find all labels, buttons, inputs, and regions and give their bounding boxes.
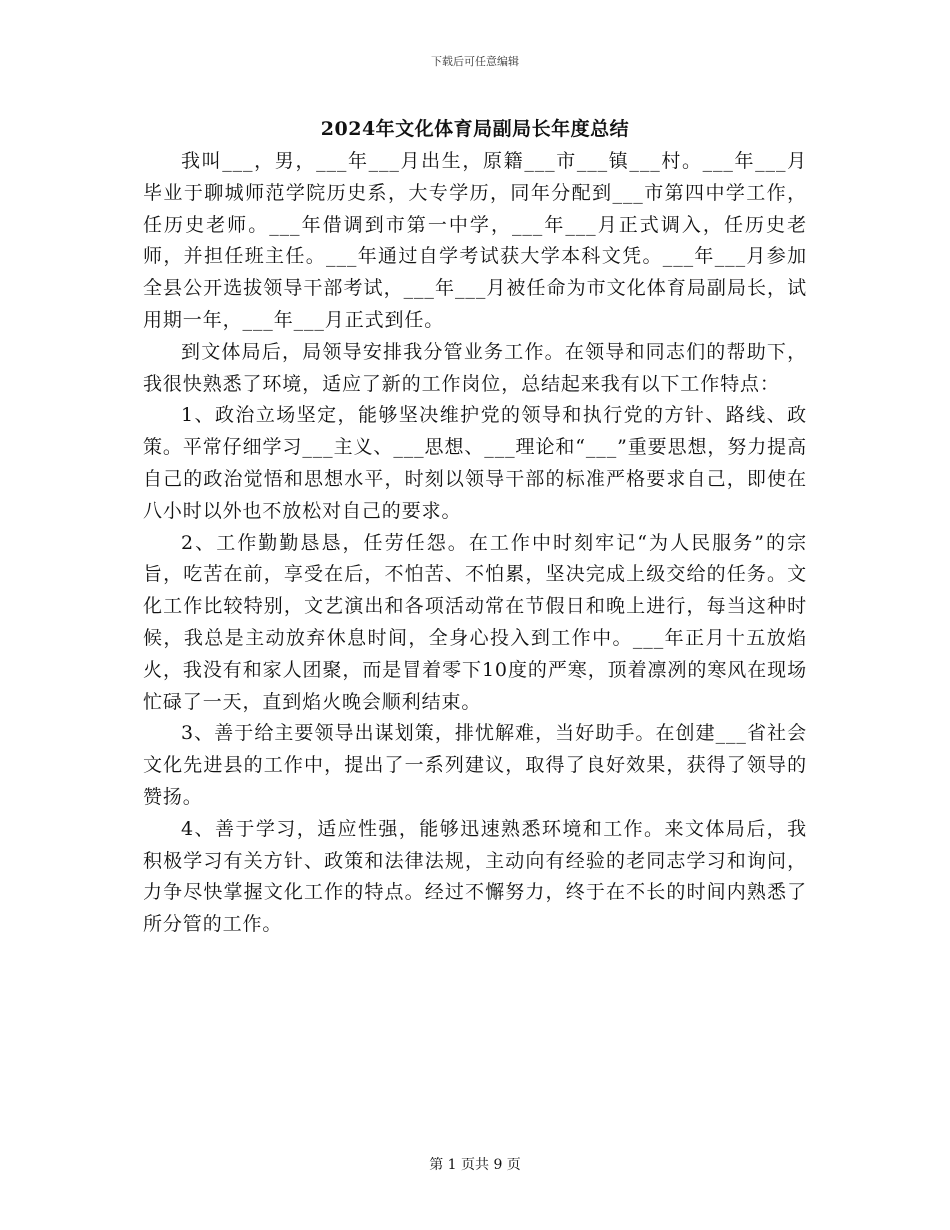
header-note: 下载后可任意编辑	[431, 55, 519, 68]
paragraph-overview: 到文体局后，局领导安排我分管业务工作。在领导和同志们的帮助下，我很快熟悉了环境，适应了新的工作岗位，总结起来我有以下工作特点：	[143, 340, 807, 395]
document-title: 2024年文化体育局副局长年度总结	[320, 118, 630, 140]
paragraph-point-1: 1、政治立场坚定，能够坚决维护党的领导和执行党的方针、路线、政策。平常仔细学习___主义、___思想、___理论和“___”重要思想，努力提高自己的政治觉悟和思想水平，时刻以领导干部的标准严格要求自己，即使在八小时以外也不放松对自己的要求。	[143, 404, 807, 522]
paragraph-point-4: 4、善于学习，适应性强，能够迅速熟悉环境和工作。来文体局后，我积极学习有关方针、政策和法律法规，主动向有经验的老同志学习和询问，力争尽快掌握文化工作的特点。经过不懈努力，终于在不长的时间内熟悉了所分管的工作。	[143, 817, 807, 936]
paragraph-intro: 我叫___，男，___年___月出生，原籍___市___镇___村。___年___月毕业于聊城师范学院历史系，大专学历，同年分配到___市第四中学工作，任历史老师。___年借调到市第一中学，___年___月正式调入，任历史老师，并担任班主任。___年通过自学考试获大学本科文凭。___年___月参加全县公开选拔领导干部考试，___年___月被任命为市文化体育局副局长，试用期一年，___年___月正式到任。	[143, 150, 807, 331]
document-body	[143, 146, 807, 941]
paragraph-point-2: 2、工作勤勤恳恳，任劳任怨。在工作中时刻牢记“为人民服务”的宗旨，吃苦在前，享受在后，不怕苦、不怕累，坚决完成上级交给的任务。文化工作比较特别，文艺演出和各项活动常在节假日和晚上进行，每当这种时候，我总是主动放弃休息时间，全身心投入到工作中。___年正月十五放焰火，我没有和家人团聚，而是冒着零下10度的严寒，顶着凛冽的寒风在现场忙碌了一天，直到焰火晚会顺利结束。	[143, 531, 807, 713]
page-number-footer: 第 1 页共 9 页	[429, 1157, 521, 1173]
paragraph-point-3: 3、善于给主要领导出谋划策，排忧解难，当好助手。在创建___省社会文化先进县的工作中，提出了一系列建议，取得了良好效果，获得了领导的赞扬。	[143, 722, 807, 808]
